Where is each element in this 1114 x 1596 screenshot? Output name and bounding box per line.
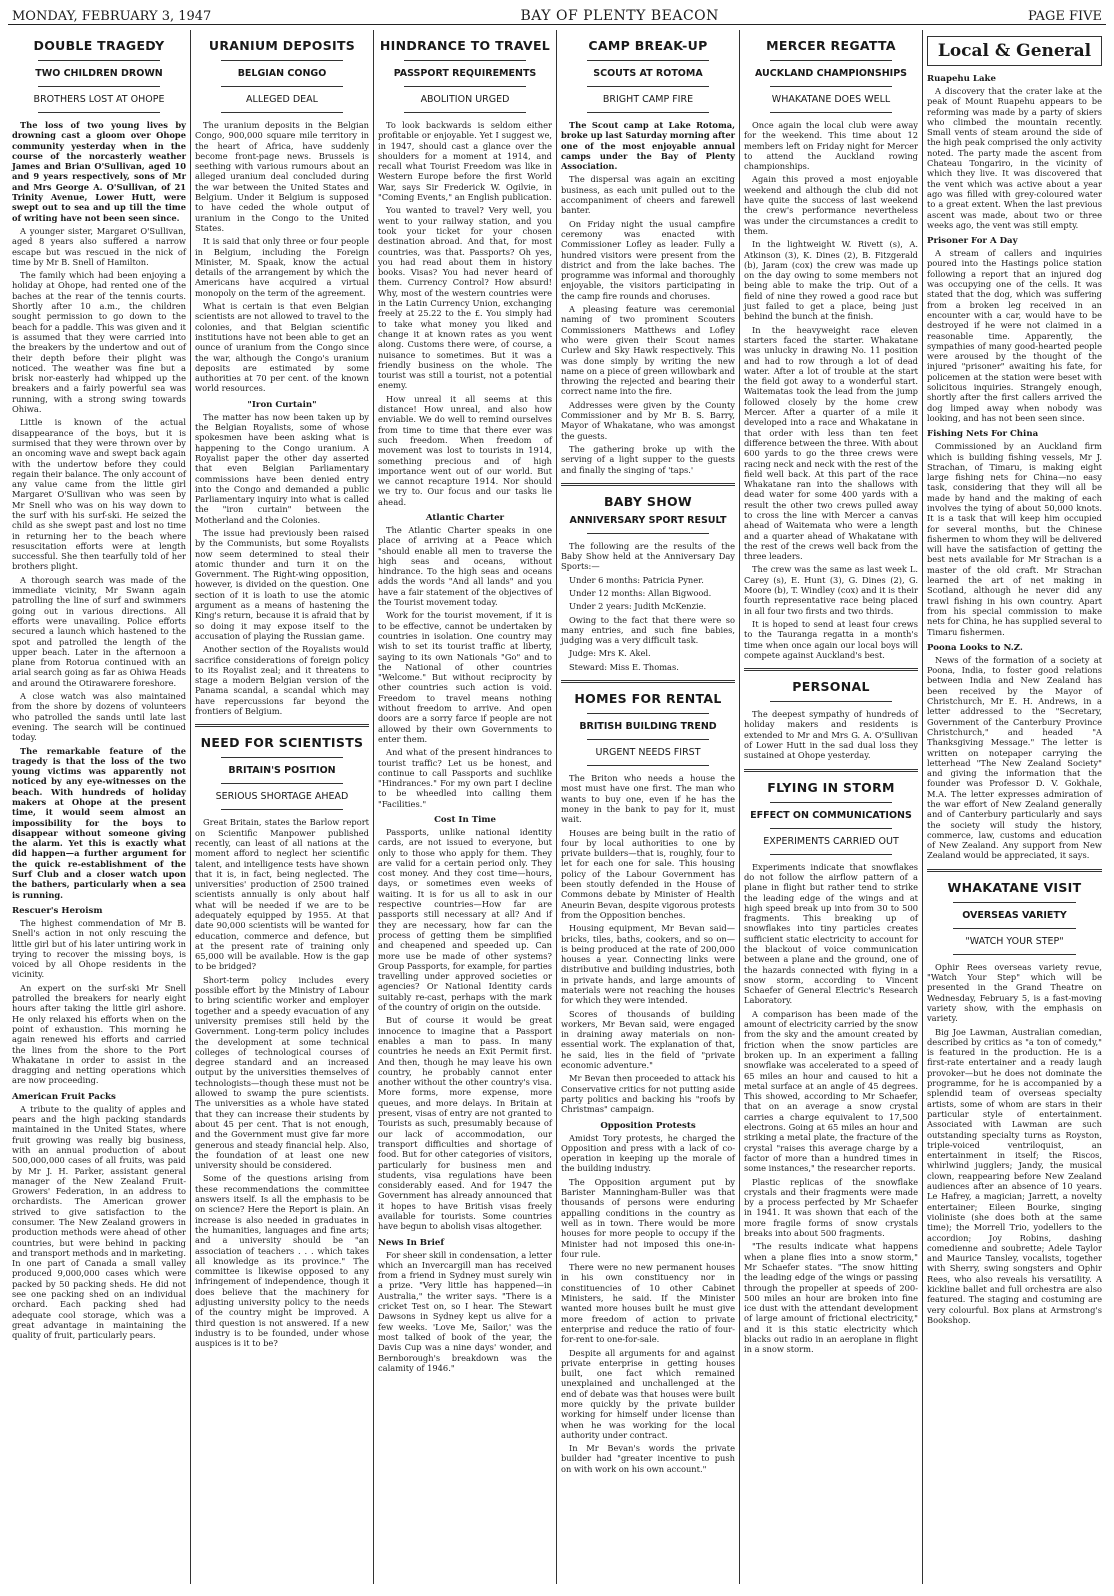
paragraph: A tribute to the quality of apples and pears and the high packing standards maintained in the United States, where fruit growing was really big business, with an annual production of about 500,000,000 cases of all fruits, was paid by Mr J. H. Parker, assistant general manager of the New Zealand Fruit-Growers' Federation, in an address to orchardists. The American grower strived to give satisfaction to the consumer. The New Zealand growers in production methods were ahead of other countries, but were behind in packing and transport methods and in marketing. In one part of Canada a small valley produced 9,000,000 cases which were packed by 50 packing sheds. He did not see one packing shed on an individual orchard. Each packing shed had adequate cool storage, which was a great advantage in maintaining the quality of fruit, particularly pears. [12, 1103, 186, 1341]
paragraph: There were no new permanent houses in his own constituency nor in constituencies of 10 other Cabinet Ministers, he said. If the Minister wanted more houses built he must give more freedom of action to private enterprise and reduce the ratio of four-for-rent to one-for-sale. [561, 1262, 735, 1345]
section-heading: "Iron Curtain" [247, 399, 317, 410]
paragraph: On Friday night the usual campfire ceremony was enacted with Commissioner Lofley as leader. Fully a hundred visitors were present from the district and from the lake baches. The programme was informal and thoroughly enjoyable, the visitors participating in the camp fire rounds and choruses. [561, 218, 735, 301]
paragraph: It is hoped to send at least four crews to the Tauranga regatta in a month's time when once again our local boys will compete against Auckland's best. [744, 618, 918, 660]
headline: HOMES FOR RENTAL [574, 691, 722, 707]
paragraph: Big Joe Lawman, Australian comedian, described by critics as "a ton of comedy," is featured in the production. He is a first-rate entertainer and a ready laugh provoker—but he does not dominate the programme, for he is accompanied by a splendid team of overseas specialty artists, some of whom are stars in their particular style of entertainment. Associated with Lawman are such outstanding specialty turns as Royston, triple-voiced ventriloquist, an entertainment in itself; the Riscos, whirlwind jugglers; Jandy, the musical clown, reappearing before New Zealand audiences after an absence of 10 years. Le Hafrey, a magician; Jarrett, a novelty entertainer; Eileen Bourke, singing violiniste (she does both at the same time); the Morrell Trio, yodellers to the accordion; Joy Robins, dashing comedienne and soubrette; Adele Taylor and Maurice Tansley, vocalists, together with Sherry, swing songsters and Ophir Rees, who also reveals his versatility. A kickline ballet and full orchestra are also featured. The staging and costuming are very colourful. Box plans at Armstrong's Bookshop. [927, 1026, 1102, 1325]
section-heading: Poona Looks to N.Z. [927, 642, 1023, 653]
subheadline: "WATCH YOUR STEP" [965, 935, 1064, 947]
subheadline: TWO CHILDREN DROWN [35, 68, 163, 79]
column-5 [740, 30, 923, 1584]
paragraph: Once again the local club were away for the weekend. This time about 12 members left on Friday night for Mercer to attend the Auckland rowing championships. [744, 120, 918, 172]
result-line: Judge: Mrs K. Akel. [569, 648, 651, 659]
headline: WHAKATANE VISIT [947, 879, 1082, 895]
paragraph: The Atlantic Charter speaks in one place of arriving at a Peace which "should enable all men to traverse the high seas and oceans, without hindrance. To the high seas and oceans adds the words "And all lands" and you have a fair statement of the objectives of the Tourist movement today. [378, 524, 552, 608]
paragraph: In the lightweight W. Rivett (s), A. Atkinson (3), K. Dines (2), B. Fitzgerald (b), Jaram (cox) the crew was made up on the day owing to some members not being able to make the trip. Out of a field of nine they rowed a good race but just failed to get a place, being just behind the bunch at the finish. [744, 239, 918, 322]
column-1 [8, 30, 191, 1584]
paragraph: Great Britain, states the Barlow report on Scientific Manpower published recently, can least of all nations at the moment afford to neglect her scientific talent, and intelligence tests have shown that it is, in fact, being neglected. The universities' production of 2500 trained scientists annually is only about half what will be needed if we are to be adequately equipped by 1955. At that date 90,000 scientists will be wanted for education, commerce and defence, but at the present rate of training only 65,000 will be available. How is the gap to be bridged? [195, 817, 369, 972]
paragraph: Houses are being built in the ratio of four by local authorities to one by private builders—that is, roughly, four to let for each one for sale. This housing policy of the Labour Government has been stoutly defended in the House of Commons debate by Minister of Health Aneurin Bevan, despite vigorous protests from the Opposition benches. [561, 827, 735, 920]
paragraph: Ophir Rees overseas variety revue, "Watch Your Step" which will be presented in the Grand Theatre on Wednesday, February 5, is a fast-moving variety show, with the emphasis on variety. [927, 961, 1102, 1024]
paragraph: To look backwards is seldom either profitable or enjoyable. Yet I suggest we, in 1947, should cast a glance over the shoulders for a moment at 1914, and recall what Tourist Freedom was like in Western Europe before the first World War, says Sir Frederick W. Ogilvie, in "Coming Events," an English publication. [378, 120, 552, 203]
paragraph: And what of the present hindrances to tourist traffic? Let us be honest, and continue to call Passports and suchlike "Hindrances." For my own part I decline to be wheedled into calling them "Facilities." [378, 747, 552, 809]
subheadline: OVERSEAS VARIETY [962, 909, 1067, 921]
section-banner: Local & General [927, 36, 1102, 66]
paragraph: The uranium deposits in the Belgian Congo, 900,000 square mile territory in the heart of Africa, have suddenly become front-page news. Brussels is seething with various rumours about an alleged uranium deal concluded during the war between the United States and Belgium. Under it Belgium is supposed to have ceded the whole output of uranium in the Congo to the United States. [195, 120, 369, 233]
subheadline: URGENT NEEDS FIRST [595, 747, 701, 759]
paragraph: Little is known of the actual disappearance of the boys, but it is surmised that they were thrown over by an oncoming wave and swept back again with the undertow before they could regain their balance. The only account of any value came from the little girl Margaret O'Sullivan who was seen by Mr Snell who was on his way down to the surf with his surf-ski. He seized the child as she swept past and lost no time in returning her to the beach where resuscitation efforts were at length successful. She then tearfully told of her brothers plight. [12, 417, 186, 572]
subheadline: SERIOUS SHORTAGE AHEAD [215, 791, 349, 803]
paragraph: The crew was the same as last week L. Carey (s), E. Hunt (3), G. Dines (2), G. Moore (b), T. Windley (cox) and it is their fourth representative race being placed in all four two firsts and two thirds. [744, 564, 918, 616]
section-heading: Cost In Time [434, 815, 496, 825]
headline: CAMP BREAK-UP [588, 38, 708, 53]
section-heading: Rescuer's Heroism [12, 905, 103, 916]
paragraph: The gathering broke up with the serving of a light supper to the guests and finally the singing of 'taps.' [561, 443, 735, 475]
paragraph: A thorough search was made of the immediate vicinity, Mr Swann again patrolling the line of surf and swimmers going out in various directions. All efforts were unavailing. Police efforts secured a launch which hastened to the spot and patrolled the length of the upper beach. Later in the afternoon a plane from Rotorua continued with an arial search going as far as Ohiwa Heads and around the Otirawarere foreshore. [12, 574, 186, 688]
subheadline: BELGIAN CONGO [237, 68, 327, 79]
subheadline: ANNIVERSARY SPORT RESULT [569, 514, 727, 526]
paragraph: It is said that only three or four people in Belgium, including the Foreign Minister, M. Spaak, know the actual details of the arrangement by which the Americans have acquired a virtual monopoly on the term of the agreement. [195, 236, 369, 298]
subheadline: ABOLITION URGED [420, 94, 510, 105]
subheadline: BROTHERS LOST AT OHOPE [33, 94, 165, 105]
headline: DOUBLE TRAGEDY [33, 38, 165, 53]
section-heading: Ruapehu Lake [927, 74, 996, 84]
paragraph: "The results indicate what happens when a plane flies into a snow storm," Mr Schaefer states. "The snow hitting the leading edge of the wings or passing through the propeller at speeds of 200-500 miles an hour are broken into fine ice dust with the attendant development of large amount of frictional electricity," and it is this static electricity which blacks out radio in an aeroplane in flight in a snow storm. [744, 1241, 918, 1355]
section-heading: Atlantic Charter [425, 512, 505, 523]
headline: PERSONAL [792, 679, 870, 695]
result-line: Under 12 months: Allan Bigwood. [569, 587, 712, 598]
section-heading: Prisoner For A Day [927, 236, 1018, 247]
column-4 [557, 30, 740, 1584]
paragraph: Commissioned by an Auckland firm which is building fishing vessels, Mr J. Strachan, of Timaru, is making eight large fishing nets for China—no easy task, considering that they will all be made by hand and the making of each involves the tying of about 50,000 knots. It is a task that will keep him occupied for several months, but the Chinese fishermen to whom they will be delivered will have the satisfaction of getting the best nets available for Mr Strachan is a master of the old craft. Mr Strachan learned the art of net making in Scotland, although he never did any trawl fishing in his own country. Apart from his special commission to make nets for China, he has supplied several to Timaru fishermen. [927, 441, 1102, 637]
paragraph: The dispersal was again an exciting business, as each unit pulled out to the accompaniment of cheers and farewell banter. [561, 174, 735, 216]
subheadline: SCOUTS AT ROTOMA [593, 68, 703, 79]
subheadline: WHAKATANE DOES WELL [771, 94, 891, 105]
section-heading: Opposition Protests [600, 1120, 696, 1131]
columns [8, 30, 1106, 1584]
paragraph: Amidst Tory protests, he charged the Opposition and press with a lack of co-operation in keeping up the morale of the building industry. [561, 1132, 735, 1174]
result-line: Under 6 months: Patricia Pyner. [569, 574, 704, 585]
paragraph: Plastic replicas of the snowflake crystals and their fragments were made by a process perfected by Mr Schaefer in 1941. It was shown that each of the more fragile forms of snow crystals breaks into about 500 fragments. [744, 1176, 918, 1239]
subheadline: EFFECT ON COMMUNICATIONS [750, 809, 912, 821]
masthead [8, 6, 1106, 25]
paragraph: The remarkable feature of the tragedy is that the loss of the two young victims was apparently not noticed by any eye-witnesses on the beach. With hundreds of holiday makers at Ohope at the present time, it would seem almost an impossibility for the boys to disappear without someone giving the alarm. Yet this is exactly what did happen—a further argument for the quick re-establishment of the Surf Club and a closer watch upon the bathers, particularly when a sea is running. [12, 745, 186, 900]
paragraph: The issue had previously been raised by the Communists, but some Royalists now seem determined to steal their atomic thunder and turn it on the Government. The Right-wing opposition, however, is divided on the question. One section of it is loath to use the atomic argument as a means of hastening the King's return, because it is afraid that by so doing it may expose itself to the accusation of playing the Russian game. [195, 527, 369, 641]
section-heading: American Fruit Packs [12, 1091, 116, 1102]
section-heading: News In Brief [378, 1237, 445, 1248]
paragraph: Some of the questions arising from these recommendations the committee answers itself. Is all the emphasis to be on science? Here the Report is plain. An increase is also needed in graduates in the humanities, languages and fine arts; and a university should be "an association of teachers . . . which takes all knowledge as its province." The committee is likewise opposed to any infringement of independence, though it does believe that the machinery for adjusting university policy to the needs of the country might be improved. A third question is not answered. If a new industry is to be founded, under whose auspices is it to be? [195, 1173, 369, 1349]
paragraph: For sheer skill in condensation, a letter which an Invercargill man has received from a friend in Sydney must surely win a prize. "Very little has happened—in Australia," the writer says. "There is a cricket Test on, so I hear. The Stewart Dawsons in Sydney kept us alive for a few weeks. 'Love Me, Sailor,' was the most talked of book of the year, the Davis Cup was a nine days' wonder, and Bernborough's breakdown was the calamity of 1946." [378, 1249, 552, 1373]
paragraph: You wanted to travel? Very well, you went to your railway station, and you took your ticket for your chosen destination abroad. And that, for most countries, was that. Passports? Oh yes, you had read about them in history books. Visas? You had never heard of them. Currency Control? How absurd! Why, most of the western countries were in the Latin Currency Union, exchanging freely at 25.22 to the £. You simply had to take what money you liked and change it at known rates as you went along. Customs there were, of course, a nuisance to sometimes. But it was a friendly business on the whole. The tourist was still a tourist, not a potential enemy. [378, 205, 552, 391]
paragraph: The loss of two young lives by drowning cast a gloom over Ohope community yesterday when in the course of the norcasterly weather James and Brian O'Sullivan, aged 10 and 9 years respectively, sons of Mr and Mrs George A. O'Sullivan, of 21 Trinity Avenue, Lower Hutt, were swept out to sea and up till the time of writing have not been seen since. [12, 120, 186, 223]
subheadline: ALLEGED DEAL [246, 94, 318, 105]
paragraph: A younger sister, Margaret O'Sullivan, aged 8 years also suffered a narrow escape but was rescued in the nick of time by Mr B. Snell of Hamilton. [12, 225, 186, 267]
paragraph: Scores of thousands of building workers, Mr Bevan said, were engaged in draining away materials on non-essential work. The explanation of that, he said, lies in the field of "private economic adventure." [561, 1008, 735, 1071]
paragraph: The highest commendation of Mr B. Snell's action in not only rescuing the little girl but of his later untiring work in trying to recover the missing boys, is voiced by all Ohope residents in the vicinity. [12, 917, 186, 980]
headline: NEED FOR SCIENTISTS [200, 735, 364, 751]
paragraph: The Scout camp at Lake Rotoma, broke up last Saturday morning after one of the most enjoyable annual camps under the Bay of Plenty Association. [561, 120, 735, 172]
subheadline: BRITISH BUILDING TREND [579, 721, 717, 733]
paragraph: The family which had been enjoying a holiday at Ohope, had rented one of the baches at the rear of the tennis courts. Shortly after 10 a.m., the children sought permission to go down to the beach for a paddle. This was given and it is assumed that they were carried into the breakers by the undertow and out of their depth before their plight was noticed. The weather was fine but a brisk nor-easterly had whipped up the breakers and a fairly powerful sea was running, with a strong swing towards Ohiwa. [12, 270, 186, 415]
paragraph: How unreal it all seems at this distance! How unreal, and also how enviable. We do well to remind ourselves from time to time that there ever was such freedom. When freedom of movement was lost to tourists in 1914, something precious and of high importance went out of our world. But we cannot recapture 1914. Nor should we try to. Our focus and our tasks lie ahead. [378, 393, 552, 507]
column-2 [191, 30, 374, 1584]
subheadline: AUCKLAND CHAMPIONSHIPS [754, 68, 908, 79]
paragraph: The Opposition argument put by Barister Manningham-Buller was that thousands of persons were enduring appalling conditions in the country as well as in town. There would be more houses for more people to occupy if the Minister had not imposed this one-in-four rule. [561, 1176, 735, 1259]
paragraph: What is certain is that even Belgian scientists are not allowed to travel to the colonies, and that Belgian scientific institutions have not been able to get an ounce of uranium from the Congo since the war, although the Congo's uranium deposits are estimated by some authorities at 70 per cent. of the known world resources. [195, 301, 369, 394]
result-line: Under 2 years: Judith McKenzie. [569, 601, 707, 612]
paragraph: Owing to the fact that there were so many entries, and such fine babies, judging was a very difficult task. [561, 614, 735, 646]
paragraph: A comparison has been made of the amount of electricity carried by the snow from the sky and the amount created by friction when the snow particles are broken up. In an experiment a falling snowflake was accelerated to a speed of 65 miles an hour and caused to hit a metal surface at an angle of 45 degrees. This showed, according to Mr Schaefer, that on an average a snow crystal carries a charge equivalent to 17,500 electrons. Going at 65 miles an hour and striking a metal plate, the fracture of the crystal "raises this average charge by a factor of more than a hundred times in some instances," the researcher reports. [744, 1008, 918, 1174]
paragraph: The Briton who needs a house the most must have one first. The man who wants to buy one, even if he has the money in the bank to pay for it, must wait. [561, 773, 735, 825]
subheadline: EXPERIMENTS CARRIED OUT [763, 835, 899, 847]
headline: BABY SHOW [603, 493, 693, 509]
newspaper-page [8, 6, 1106, 1584]
paragraph: Housing equipment, Mr Bevan said—bricks, tiles, baths, cookers, and so on—is being produced at the rate of 200,000 houses a year. Connecting links were distributive and building industries, both in private hands, and large amounts of materials were not reaching the houses for which they were intended. [561, 923, 735, 1006]
subheadline: PASSPORT REQUIREMENTS [393, 68, 537, 79]
paragraph: A close watch was also maintained from the shore by dozens of volunteers who patrolled the sands until late last evening. The search will be continued today. [12, 691, 186, 743]
result-line: Steward: Miss E. Thomas. [569, 661, 679, 672]
paragraph: Experiments indicate that snowflakes do not follow the airflow pattern of a plane in flight but rather tend to strike the leading edge of the wings and at high speed break up into from 30 to 500 fragments. This breaking up of snowflakes into tiny particles creates sufficient static electricity to account for the blackout of voice communication between a plane and the ground, one of the hazards connected with flying in a snow storm, according to Vincent Schaefer of General Electric's Research Laboratory. [744, 861, 918, 1006]
paragraph: Short-term policy includes every possible effort by the Ministry of Labour to bring scientific worker and employer together and a speedy evacuation of any university premises still held by the Government. Long-term policy includes the development at some technical colleges of technological courses of degree standard and an increased output by the universities themselves of technologists—though these must not be allowed to swamp the pure scientists. The universities as a whole have stated that they can increase their students by about 45 per cent. That is not enough, and the Government must give far more generous and steady financial help. Also, the foundation of at least one new university should be considered. [195, 974, 369, 1171]
paragraph: A stream of callers and inquiries poured into the Hastings police station following a report that an injured dog was occupying one of the cells. It was stated that the dog, which was suffering from a broken leg received in an encounter with a car, would have to be destroyed if he were not claimed in a reasonable time. Apparently, the sympathies of many good-hearted people were aroused by the thought of the injured "prisoner" awaiting his fate, for policemen at the station were beset with solicitous inquiries. Strangely enough, shortly after the first callers arrived the dog limped away when nobody was looking, and has not been seen since. [927, 248, 1102, 423]
paper-name: BAY OF PLENTY BEACON [520, 8, 719, 24]
paragraph: Work for the tourist movement, if it is to be effective, cannot be undertaken by countries in isolation. One country may wish to set its tourist traffic at liberty, saying to its own Nationals "Go" and to the National of other countries "Welcome." But without reciprocity by other countries such action is void. Freedom to travel means nothing without freedom to arrive. And open doors are a sorry farce if people are not allowed by their own Governments to enter them. [378, 610, 552, 744]
issue-date: MONDAY, FEBRUARY 3, 1947 [12, 9, 212, 24]
paragraph: Passports, unlike national identity cards, are not issued to everyone, but only to those who apply for them. They are valid for a certain period only. They cost money. And they cost time—hours, days, or sometimes even weeks of waiting. It is for us all to ask in our respective countries—How far are passports still necessary at all? And if they are necessary, how far can the process of getting them be simplified and cheapened and speeded up. Can more use be made of other systems? Group Passports, for example, for parties travelling under approved societies or agencies? Or National Identity cards suitably re-cast, perhaps with the mark of the country of origin on the outside. [378, 827, 552, 1013]
subheadline: BRITAIN'S POSITION [228, 765, 336, 777]
section-heading: Fishing Nets For China [927, 429, 1039, 440]
column-3 [374, 30, 557, 1584]
subheadline: BRIGHT CAMP FIRE [602, 94, 694, 105]
headline: MERCER REGATTA [766, 38, 896, 53]
headline: FLYING IN STORM [767, 779, 895, 795]
paragraph: Another section of the Royalists would sacrifice considerations of foreign policy to its Royalist zeal; and it threatens to stage a modern Belgian version of the Panama scandal, a scandal which may have repercussions far beyond the frontiers of Belgium. [195, 644, 369, 717]
column-6 [923, 30, 1106, 1584]
paragraph: In the heavyweight race eleven starters faced the starter. Whakatane was unlucky in drawing No. 11 position and had to row through a lot of dead water. After a lot of trouble at the start the field got away to a wonderful start. Waitematas took the lead from the jump followed closely by the home crew Mercer. After a quarter of a mile it developed into a race and Whakatane in that order with less than ten feet difference between the three. With about 600 yards to go the three crews were racing neck and neck with the rest of the field well back. At this part of the race Whakatane ran into the shallows with dead water for some 400 yards with a result the other two crews pulled away to cross the line with Mercer a canvas ahead of Waitemata who were a length and a quarter ahead of Whakatane with the rest of the crews well back from the three leaders. [744, 324, 918, 562]
headline: HINDRANCE TO TRAVEL [379, 38, 551, 53]
paragraph: Addresses were given by the County Commissioner and by Mr B. S. Barry, Mayor of Whakatane, who was amongst the guests. [561, 399, 735, 441]
page-number: PAGE FIVE [1028, 9, 1102, 24]
paragraph: News of the formation of a society at Poona, India, to foster good relations between India and New Zealand has been received by the Mayor of Christchurch, Mr E. H. Andrews, in a letter addressed to the "Secretary, Government of the Canterbury Province Christchurch," and headed "A Thanksgiving Message." The letter is written on notepaper carrying the letterhead "The New Zealand Society" and giving the information that the founder was Professor D. V. Gokhale, M.A. The letter expresses admiration of the war effort of New Zealand generally and of Canterbury particularly and says the society will study the history, commerce, law, customs and education of New Zealand. Any support from New Zealand would be appreciated, it says. [927, 654, 1102, 861]
paragraph: The matter has now been taken up by the Belgian Royalists, some of whose spokesmen have been asking what is happening to the Congo uranium. A Royalist paper the other day asserted that even Belgian Parliamentary commissions have been denied entry into the Congo and demanded a public Parliamentary inquiry into what is called the "iron curtain" between the Motherland and the Colonies. [195, 411, 369, 525]
headline: URANIUM DEPOSITS [208, 38, 356, 53]
paragraph: Again this proved a most enjoyable weekend and although the club did not have quite the success of last weekend the crew's performance nevertheless was under the circumstances a credit to them. [744, 174, 918, 236]
paragraph: A pleasing feature was ceremonial naming of two prominent Scouters Commissioners Matthews and Lofley who were given their Scout names Curlew and Sky Hawk respectively. This was done simply by writing the new name on a piece of green willowbark and throwing the rejected and bearing their correct name into the fire. [561, 304, 735, 397]
paragraph: But of course it would be great innocence to imagine that a Passport enables a man to pass. In many countries he needs an Exit Permit first. And then, though he may leave his own country, he probably cannot enter another without the other country's visa. More forms, more expense, more queues, and more delays. In Britain at present, visas of entry are not granted to Tourists as such, presumably because of our lack of accommodation, our transport difficulties and shortage of food. But for other categories of visitors, particularly for business men and students, visa regulations have been considerably eased. And for 1947 the Government has already announced that it hopes to have British visas freely available for tourists. Some countries have begun to abolish visas altogether. [378, 1015, 552, 1232]
paragraph: An expert on the surf-ski Mr Snell patrolled the breakers for nearly eight hours after taking the little girl ashore. He only relaxed his efforts when on the point of exhaustion. This morning he again renewed his efforts and carried the lines from the shore to the Port Whakatane in order to assist in the dragging and netting operations which are now proceeding. [12, 982, 186, 1086]
paragraph: The following are the results of the Baby Show held at the Anniversary Day Sports:— [561, 540, 735, 572]
paragraph: The deepest sympathy of hundreds of holiday makers and residents is extended to Mr and Mrs G. A. O'Sullivan of Lower Hutt in the sad dual loss they sustained at Ohope yesterday. [744, 709, 918, 761]
paragraph: Despite all arguments for and against private enterprise in getting houses built, one fact which remained unexplained and unchallenged at the end of debate was that houses were built more quickly by the private builder working for himself under license than when he was working for the local authority under contract. [561, 1347, 735, 1440]
paragraph: In Mr Bevan's words the private builder had "greater incentive to push on with work on his own account." [561, 1443, 735, 1474]
paragraph: A discovery that the crater lake at the peak of Mount Ruapehu appears to be reforming was made by a party of skiers who climbed the mountain recently. Small vents of steam around the side of the high peak comprised the only activity noted. The party made the ascent from Chateau Tongariro, in the vicinity of which they live. It was discovered that the vent which was active about a year ago was filled with grey-coloured water to a great extent. When the last previous ascent was made, about two or three weeks ago, the vent was still empty. [927, 86, 1102, 230]
paragraph: Mr Bevan then proceeded to attack his Conservative critics for not putting aside party politics and backing his "roofs by Christmas" campaign. [561, 1073, 735, 1115]
